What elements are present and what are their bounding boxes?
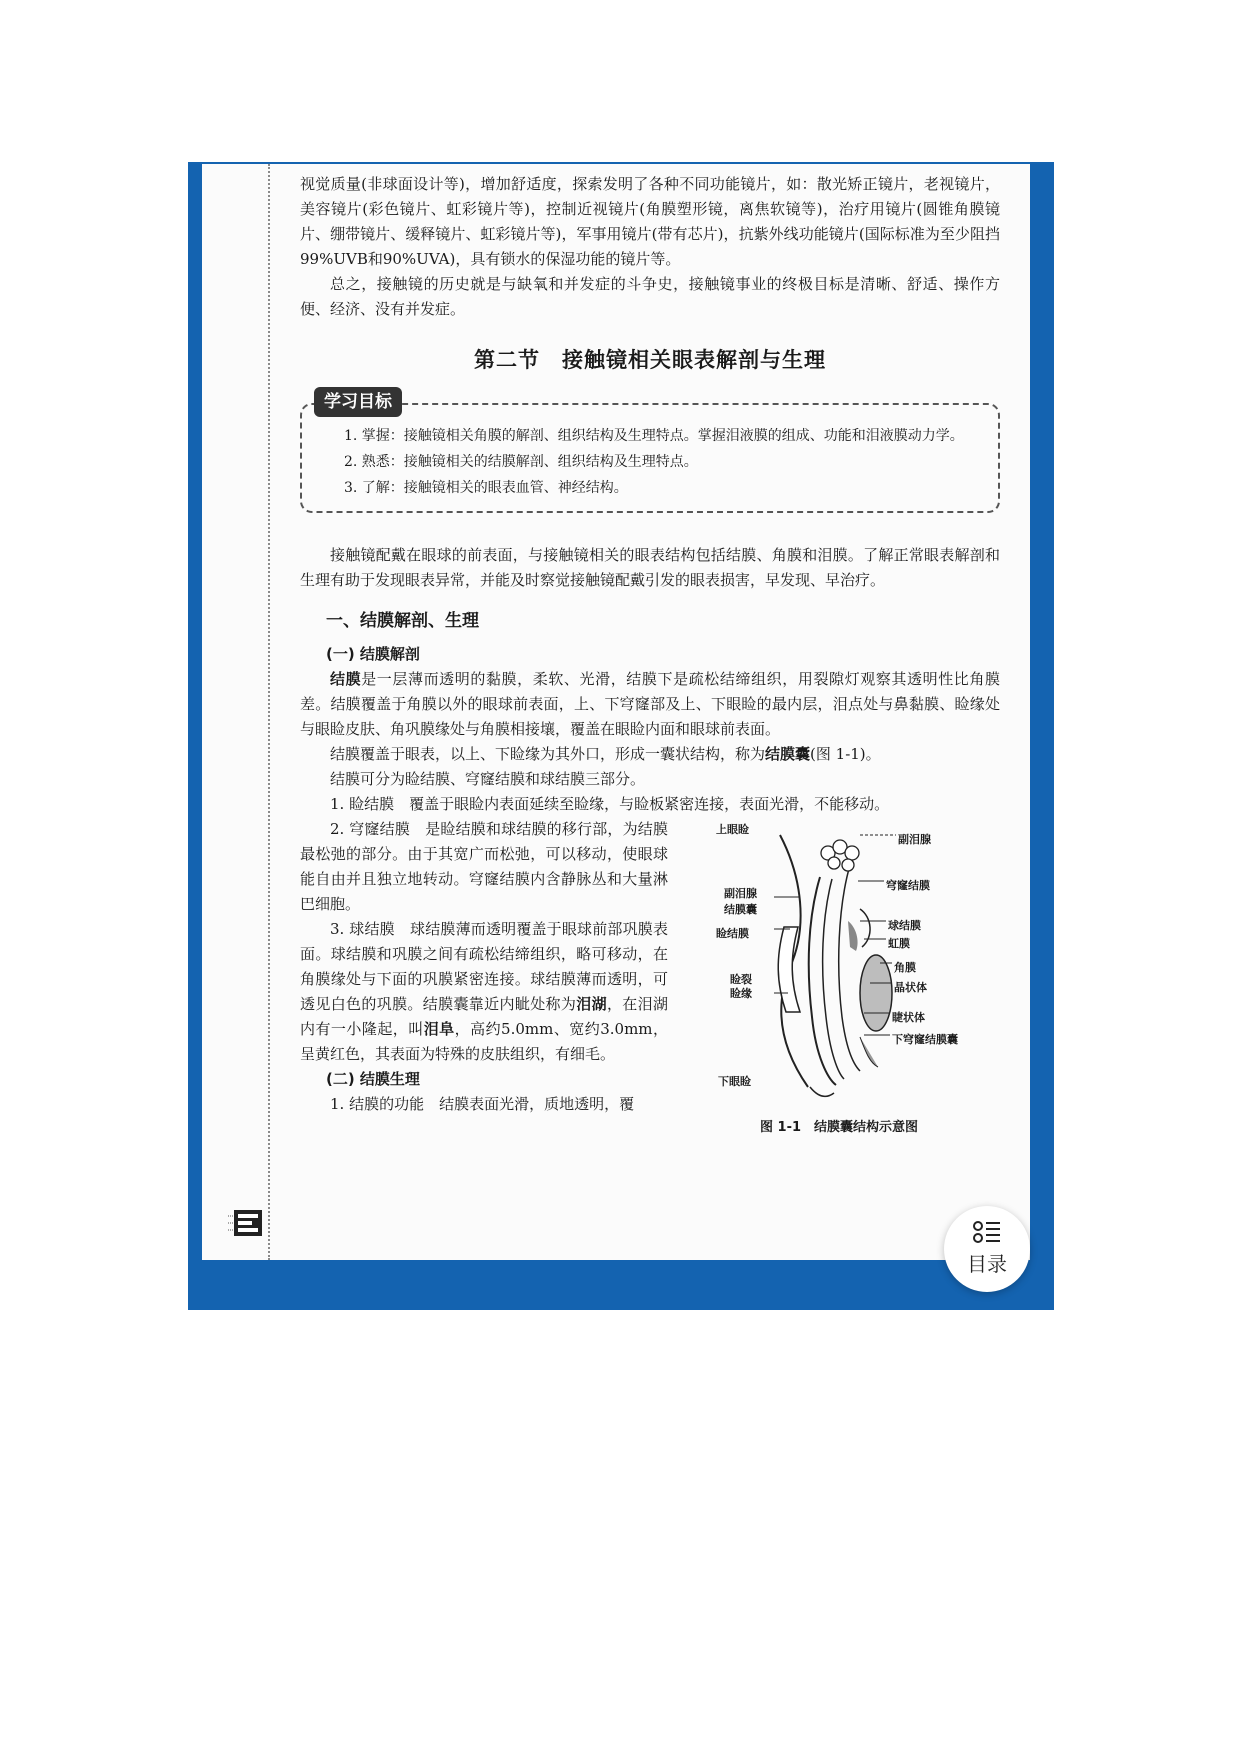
paragraph-conj-sac (300, 742, 1000, 767)
label-iris: 虹膜 (888, 937, 910, 950)
paragraph-conj-parts: 结膜可分为睑结膜、穹窿结膜和球结膜三部分。 (330, 770, 646, 788)
term-conj-sac: 结膜囊 (765, 745, 811, 763)
margin-dotted-line (268, 164, 270, 1260)
label-upper-lid: 上眼睑 (716, 823, 749, 836)
paragraph-lens-types: 视觉质量(非球面设计等)，增加舒适度，探索发明了各种不同功能镜片，如：散光矫正镜片，老视镜片，美容镜片(彩色镜片、虹彩镜片等)，控制近视镜片(角膜塑形镜，离焦软镜等)，治疗用镜片(圆锥角膜镜片、绷带镜片、缓释镜片、虹彩镜片等)，军事用镜片(带有芯片)，抗紫外线功能镜片(国际标准为至少阻挡99%UVB和90%UVA)，具有锁水的保湿功能的镜片等。 (300, 175, 1000, 268)
left-column (300, 817, 668, 1117)
bulbar-mid-text: ，在泪湖内有一小隆起，叫 (300, 995, 668, 1038)
learning-goals-tag: 学习目标 (314, 387, 402, 417)
heading-conjunctiva: 一、结膜解剖、生理 (326, 611, 479, 631)
paragraph-bulbar (300, 917, 668, 1067)
goal-item: 1. 掌握：接触镜相关角膜的解剖、组织结构及生理特点。掌握泪液膜的组成、功能和泪液膜动力学。 (344, 428, 964, 444)
page-content (300, 172, 1000, 1135)
label-bulbar-conj: 球结膜 (888, 919, 921, 932)
paragraph-palpebral: 1. 睑结膜 覆盖于眼睑内表面延续至睑缘，与睑板紧密连接，表面光滑，不能移动。 (330, 795, 890, 813)
book-page (202, 164, 1030, 1260)
label-lower-lid: 下眼睑 (718, 1075, 751, 1088)
figure-conj-sac (710, 817, 1000, 1135)
goal-item: 3. 了解：接触镜相关的眼表血管、神经结构。 (344, 480, 628, 496)
term-conjunctiva: 结膜 (330, 670, 362, 688)
conj-sac-diagram (710, 817, 1000, 1107)
paragraph-eye-surface: 接触镜配戴在眼球的前表面，与接触镜相关的眼表结构包括结膜、角膜和泪膜。了解正常眼表解剖和生理有助于发现眼表异常，并能及时察觉接触镜配戴引发的眼表损害，早发现、早治疗。 (300, 546, 1000, 589)
text-figure-wrap (300, 817, 1000, 1135)
heading-conj-anatomy: (一) 结膜解剖 (326, 645, 420, 663)
publisher-logo-icon (228, 1208, 268, 1238)
heading-conj-physiology: (二) 结膜生理 (326, 1070, 420, 1088)
label-palp-conj: 睑结膜 (716, 927, 749, 940)
paragraph-fornix: 2. 穹窿结膜 是睑结膜和球结膜的移行部，为结膜最松弛的部分。由于其宽广而松弛，可以移动，使眼球能自由并且独立地转动。穹窿结膜内含静脉丛和大量淋巴细胞。 (300, 820, 668, 913)
label-ciliary: 睫状体 (892, 1011, 925, 1024)
label-lid-margin: 睑裂 睑缘 (730, 973, 752, 1000)
label-fornix-conj: 穹窿结膜 (886, 879, 930, 892)
label-lens: 晶状体 (894, 981, 927, 994)
paragraph-conj-definition (300, 667, 1000, 742)
term-caruncle: 泪阜 (423, 1020, 455, 1038)
label-lower-fornix: 下穹窿结膜囊 (892, 1033, 958, 1046)
bulbar-text: 3. 球结膜 球结膜薄而透明覆盖于眼球前部巩膜表面。球结膜和巩膜之间有疏松结缔组织，略可移动，在角膜缘处与下面的巩膜紧密连接。球结膜薄而透明，可透见白色的巩膜。结膜囊靠近内眦处称为 (300, 920, 668, 1013)
learning-goals-box (300, 392, 1000, 513)
label-cornea: 角膜 (894, 961, 916, 974)
figure-caption: 图 1-1 结膜囊结构示意图 (760, 1120, 919, 1135)
list-icon (972, 1220, 1002, 1246)
figure-ref: (图 1-1)。 (810, 745, 881, 763)
paragraph-summary: 总之，接触镜的历史就是与缺氧和并发症的斗争史，接触镜事业的终极目标是清晰、舒适、操作方便、经济、没有并发症。 (300, 275, 1000, 318)
goal-item: 2. 熟悉：接触镜相关的结膜解剖、组织结构及生理特点。 (344, 454, 698, 470)
conj-sac-text: 结膜覆盖于眼表，以上、下睑缘为其外口，形成一囊状结构，称为 (330, 745, 766, 763)
label-acc-gland-2: 副泪腺 (724, 887, 757, 900)
section-title: 第二节 接触镜相关眼表解剖与生理 (474, 348, 826, 372)
paragraph-function: 1. 结膜的功能 结膜表面光滑，质地透明，覆 (330, 1095, 635, 1113)
toc-label: 目录 (967, 1252, 1007, 1276)
label-conj-sac: 结膜囊 (724, 903, 757, 916)
toc-button[interactable] (944, 1206, 1030, 1292)
label-accessory-gland: 副泪腺 (898, 833, 931, 846)
conj-definition-text: 是一层薄而透明的黏膜，柔软、光滑，结膜下是疏松结缔组织，用裂隙灯观察其透明性比角膜差。结膜覆盖于角膜以外的眼球前表面，上、下穹窿部及上、下眼睑的最内层，泪点处与鼻黏膜、睑缘处与眼睑皮肤、角巩膜缘处与角膜相接壤，覆盖在眼睑内面和眼球前表面。 (300, 670, 1000, 738)
bulbar-post-text: ，高约5.0mm、宽约3.0mm，呈黄红色，其表面为特殊的皮肤组织，有细毛。 (300, 1020, 668, 1063)
term-lacrimal-lake: 泪湖 (576, 995, 607, 1013)
